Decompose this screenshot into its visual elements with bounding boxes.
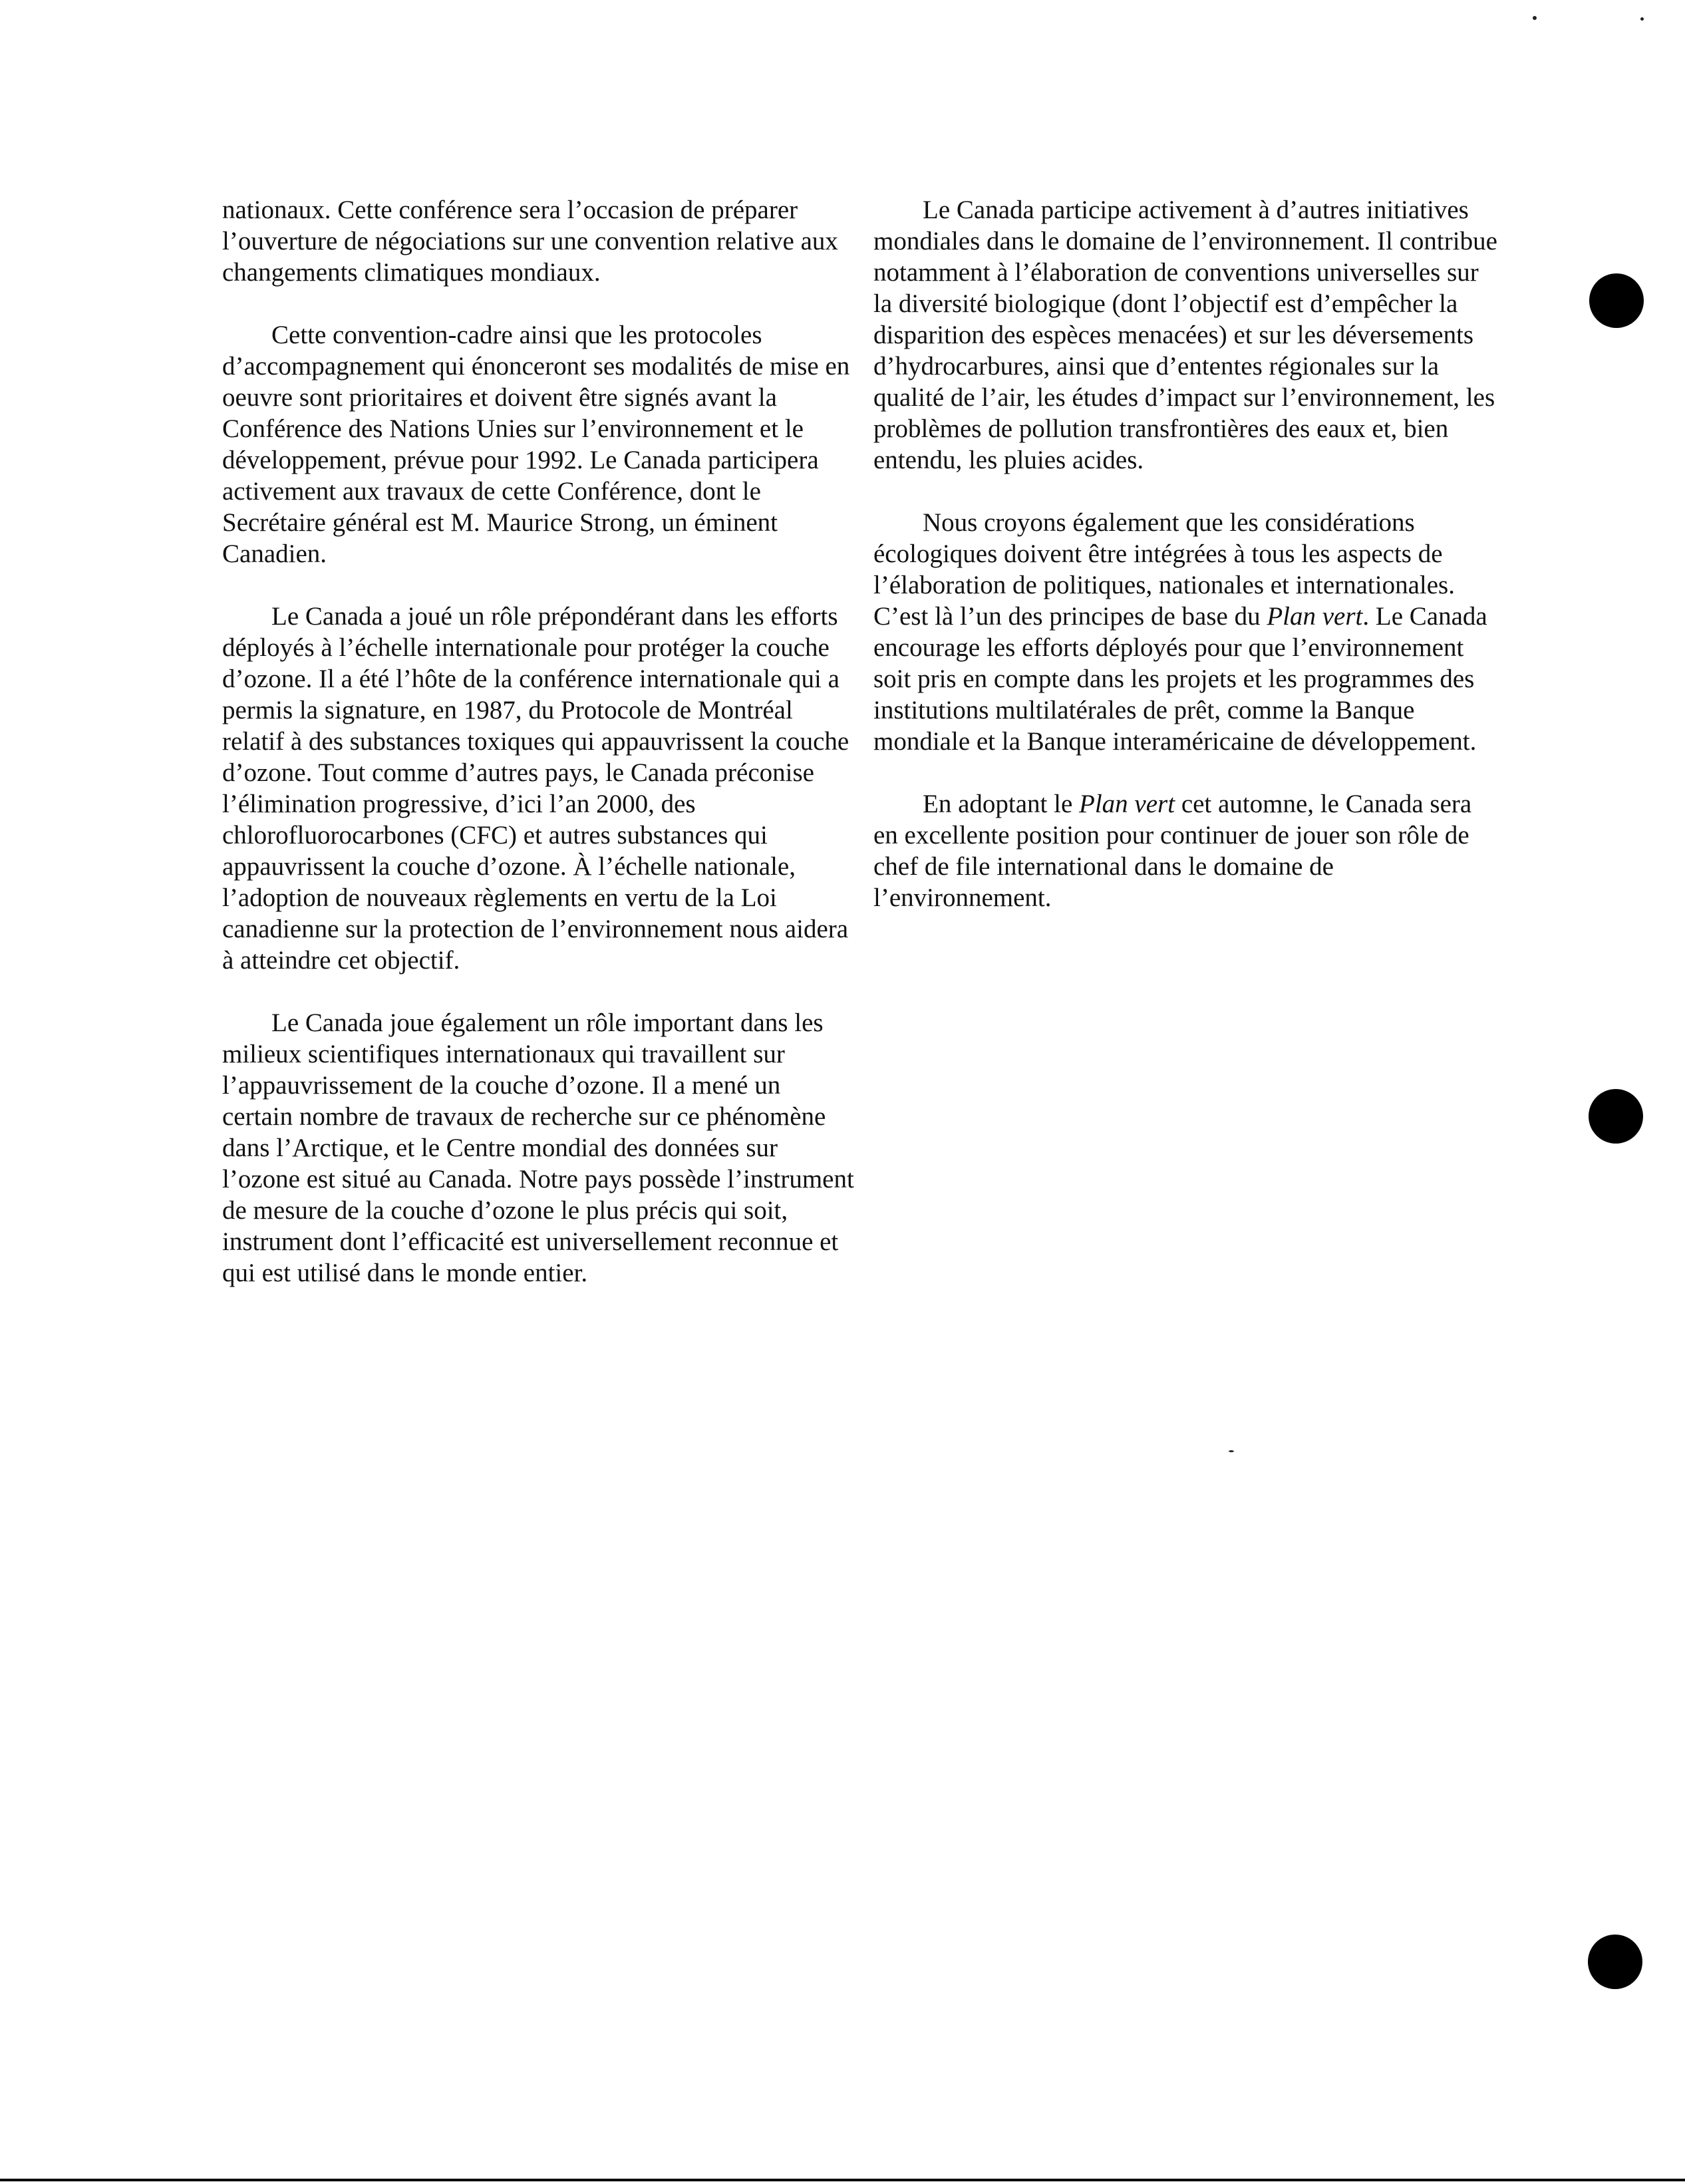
right-paragraph-2-text-a: Nous croyons également que les considérations écologiques doivent être intégrées à tous les aspects de l’élaboration de politiques, nationales et internationales. C’est là l’un des principes de base du [873, 508, 1455, 631]
right-paragraph-2-text-b: . Le Canada encourage les efforts déployés pour que l’environnement soit pris en compte dans les projets et les programmes des institutions multilatérales de prêt, comme la Banque mondiale et la Banque interaméricaine de développement. [873, 602, 1487, 756]
right-paragraph-1: Le Canada participe activement à d’autres initiatives mondiales dans le domaine de l’environnement. Il contribue notamment à l’élaboration de conventions universelles sur la diversité biologique (dont l’objectif est d’empêcher la disparition des espèces menacées) et sur les déversements d’hydrocarbures, ainsi que d’ententes régionales sur la qualité de l’air, les études d’impact sur l’environnement, les problèmes de pollution transfrontières des eaux et, bien entendu, les pluies acides. [873, 196, 1497, 474]
plan-vert-title: Plan vert [1267, 602, 1363, 631]
binder-hole-top [1589, 273, 1644, 328]
binder-hole-bottom [1588, 1935, 1642, 1989]
binder-hole-middle [1589, 1089, 1643, 1144]
left-paragraph-4: Le Canada joue également un rôle important dans les milieux scientifiques internationaux qui travaillent sur l’appauvrissement de la couche d’ozone. Il a mené un certain nombre de travaux de recherche sur ce phénomène dans l’Arctique, et le Centre mondial des données sur l’ozone est situé au Canada. Notre pays possède l’instrument de mesure de la couche d’ozone le plus précis qui soit, instrument dont l’efficacité est universellement reconnue et qui est utilisé dans le monde entier. [222, 1009, 854, 1287]
left-paragraph-2: Cette convention-cadre ainsi que les protocoles d’accompagnement qui énonceront ses modalités de mise en oeuvre sont prioritaires et doivent être signés avant la Conférence des Nations Unies sur l’environnement et le développement, prévue pour 1992. Le Canada participera activement aux travaux de cette Conférence, dont le Secrétaire général est M. Maurice Strong, un éminent Canadien. [222, 321, 850, 568]
page-bottom-edge [0, 2179, 1685, 2181]
scan-speck [1640, 17, 1644, 21]
left-column [222, 194, 854, 1320]
left-paragraph-3: Le Canada a joué un rôle prépondérant dans les efforts déployés à l’échelle internationale pour protéger la couche d’ozone. Il a été l’hôte de la conférence internationale qui a permis la signature, en 1987, du Protocole de Montréal relatif à des substances toxiques qui appauvrissent la couche d’ozone. Tout comme d’autres pays, le Canada préconise l’élimination progressive, d’ici l’an 2000, des chlorofluorocarbones (CFC) et autres substances qui appauvrissent la couche d’ozone. À l’échelle nationale, l’adoption de nouveaux règlements en vertu de la Loi canadienne sur la protection de l’environnement nous aidera à atteindre cet objectif. [222, 602, 849, 975]
right-column [873, 194, 1499, 945]
right-paragraph-3 [873, 788, 1499, 913]
plan-vert-title: Plan vert [1079, 790, 1175, 818]
scan-speck [1229, 1450, 1234, 1452]
scan-speck [1533, 16, 1537, 20]
right-paragraph-3-text-a: En adoptant le [923, 790, 1080, 818]
left-paragraph-1: nationaux. Cette conférence sera l’occasion de préparer l’ouverture de négociations sur une convention relative aux changements climatiques mondiaux. [222, 196, 838, 287]
right-paragraph-3-text-b: cet automne, le Canada sera en excellente position pour continuer de jouer son rôle de chef de file international dans le domaine de l’environnement. [873, 790, 1472, 912]
right-paragraph-2 [873, 507, 1499, 757]
